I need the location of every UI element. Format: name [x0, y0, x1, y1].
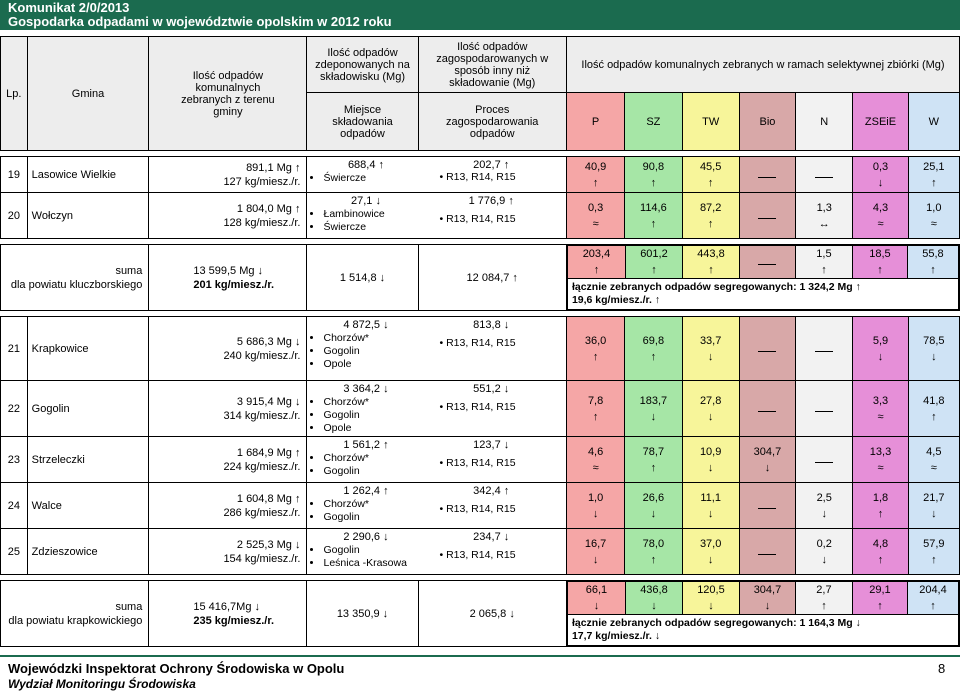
- col-proces: Proces zagospodarowania odpadów: [418, 93, 566, 151]
- cell-p: [566, 317, 624, 381]
- row-proces: R13, R14, R15: [446, 171, 516, 183]
- row-lp: 25: [7, 545, 20, 558]
- row-ilosc-percapita: 314 kg/miesz./r.: [223, 409, 301, 422]
- trend-n-icon: ↔: [818, 217, 830, 230]
- no-data-dash: [815, 351, 833, 352]
- site-item: • Leśnica -Krasowa: [323, 557, 423, 570]
- row-proces: R13, R14, R15: [446, 549, 516, 561]
- trend-bio-icon: ↓: [764, 600, 771, 612]
- cell-zs: [853, 193, 908, 239]
- row-lp: 22: [7, 402, 20, 415]
- table-row: 20 Wołczyn 1 804,0 Mg ↑ 128 kg/miesz./r. 27,1 ↓ 1 776,9 ↑ • Łambinowice • Świercze • R13, R14, R15 0,3 ≈ 114,6 ↑ 87,2 ↑ 1,3 ↔ 4,3 ≈ 1,0 ≈: [1, 193, 960, 239]
- cell-n: [796, 317, 853, 381]
- segregated-total: [567, 615, 958, 646]
- value-p: 1,0: [587, 491, 604, 504]
- row-deponowane: 27,1 ↓: [351, 195, 381, 207]
- value-w: 78,5: [923, 334, 945, 347]
- no-data-dash: [758, 508, 776, 509]
- trend-sz-icon: ↓: [651, 600, 657, 612]
- cell-w: [908, 483, 959, 529]
- trend-tw-icon: ↓: [707, 410, 714, 423]
- trend-p-icon: ↑: [592, 350, 599, 363]
- cell-n: [796, 437, 853, 483]
- site-item: • Chorzów*: [323, 332, 423, 345]
- col-ilosc: Ilość odpadów komunalnych zebranych z terenu gminy: [149, 37, 307, 151]
- summary-deponowane: 13 350,9 ↓: [336, 607, 389, 620]
- summary-ilosc-total: 13 599,5 Mg ↓: [193, 264, 264, 277]
- trend-w-icon: ↑: [930, 264, 936, 276]
- trend-p-icon: ↑: [592, 176, 599, 189]
- col-sz: SZ: [625, 93, 682, 151]
- cell-w: [908, 529, 959, 575]
- row-lp: 20: [7, 209, 20, 222]
- cell-sz: [625, 437, 682, 483]
- site-item: • Chorzów*: [323, 396, 423, 409]
- value-tw: 11,1: [700, 491, 721, 504]
- value-zs: 5,9: [872, 334, 889, 347]
- cell-tw: [682, 437, 739, 483]
- no-data-dash: [758, 218, 776, 219]
- cell-n: [796, 483, 853, 529]
- row-zagospodarowane: 234,7 ↓: [473, 531, 510, 543]
- trend-p-icon: ≈: [592, 217, 599, 230]
- cell-sz: [625, 529, 682, 575]
- row-gmina: Strzeleczki: [31, 453, 85, 466]
- site-item: • Chorzów*: [323, 452, 423, 465]
- trend-n-icon: ↓: [821, 553, 827, 566]
- cell-tw: [682, 483, 739, 529]
- value-sz: 26,6: [642, 491, 665, 504]
- cell-zs: [853, 529, 908, 575]
- cell-p: [566, 437, 624, 483]
- value-w: 57,9: [923, 537, 945, 550]
- cell-tw: [682, 317, 739, 381]
- trend-tw-icon: ↓: [707, 507, 714, 520]
- value-sz: 183,7: [639, 394, 668, 407]
- no-data-dash: [758, 351, 776, 352]
- value-p: 16,7: [584, 537, 607, 550]
- trend-zs-icon: ↓: [877, 350, 884, 363]
- cell-n: [795, 582, 852, 615]
- value-zs: 13,3: [869, 445, 892, 458]
- value-n: 1,5: [816, 248, 832, 260]
- value-w: 1,0: [926, 201, 942, 214]
- value-tw: 87,2: [699, 201, 722, 214]
- col-w: W: [908, 93, 959, 151]
- cell-bio: [739, 246, 795, 279]
- trend-tw-icon: ↓: [707, 461, 714, 474]
- no-data-dash: [758, 554, 776, 555]
- site-item: • Gogolin: [323, 544, 423, 557]
- row-zagospodarowane: 1 776,9 ↑: [468, 195, 514, 207]
- row-ilosc-percapita: 127 kg/miesz./r.: [223, 175, 301, 188]
- trend-zs-icon: ≈: [877, 217, 884, 230]
- value-sz: 69,8: [642, 334, 665, 347]
- segregated-total-mass: łącznie zebranych odpadów segregowanych: 1 164,3 Mg ↓: [571, 617, 861, 629]
- trend-zs-icon: ≈: [877, 410, 884, 423]
- summary-zagospodarowane: 2 065,8 ↓: [469, 607, 515, 620]
- col-tw: TW: [682, 93, 739, 151]
- no-data-dash: [815, 411, 833, 412]
- value-n: 2,5: [816, 491, 832, 504]
- value-tw: 45,5: [699, 160, 722, 173]
- site-item: • Gogolin: [323, 465, 423, 478]
- cell-tw: [682, 529, 739, 575]
- cell-bio: [739, 437, 795, 483]
- trend-w-icon: ↑: [930, 600, 936, 612]
- site-item: • Gogolin: [323, 409, 423, 422]
- row-deponowane: 2 290,6 ↓: [343, 531, 389, 543]
- trend-w-icon: ↓: [931, 350, 937, 363]
- trend-sz-icon: ↑: [650, 461, 657, 474]
- site-item: • Świercze: [323, 221, 423, 234]
- summary-zagospodarowane: 12 084,7 ↑: [466, 271, 518, 284]
- footer: [0, 655, 960, 692]
- table-row: 25 Zdzieszowice 2 525,3 Mg ↓ 154 kg/miesz./r. 2 290,6 ↓ 234,7 ↓ • Gogolin • Leśnica -Krasowa • R13, R14, R15 16,7 ↓ 78,0 ↑ 37,0 ↓ 0,2 ↓ 4,8 ↑ 57,9 ↑: [1, 529, 960, 575]
- site-item: • Gogolin: [323, 511, 423, 524]
- cell-w: [907, 582, 958, 615]
- trend-w-icon: ↑: [931, 410, 937, 423]
- row-ilosc-percapita: 128 kg/miesz./r.: [223, 216, 301, 229]
- summary-ilosc-percapita: 201 kg/miesz./r.: [193, 278, 275, 291]
- value-w: 4,5: [926, 445, 942, 458]
- cell-zs: [853, 483, 908, 529]
- site-item: • Łambinowice: [323, 208, 423, 221]
- row-ilosc-total: 1 684,9 Mg ↑: [236, 446, 301, 459]
- cell-w: [907, 246, 958, 279]
- trend-sz-icon: ↑: [650, 553, 657, 566]
- value-p: 36,0: [584, 334, 607, 347]
- cell-bio: [739, 582, 795, 615]
- col-deponowanych: Ilość odpadów zdeponowanych na składowisku (Mg): [307, 37, 418, 93]
- no-data-dash: [758, 177, 776, 178]
- summary-label: suma: [115, 264, 143, 277]
- cell-zs: [852, 246, 907, 279]
- cell-tw: [682, 157, 739, 193]
- value-bio: 304,7: [753, 445, 782, 458]
- row-ilosc-percapita: 224 kg/miesz./r.: [223, 460, 301, 473]
- value-sz: 78,7: [642, 445, 665, 458]
- cell-p: [566, 381, 624, 437]
- trend-p-icon: ≈: [592, 461, 599, 474]
- value-bio: 304,7: [753, 584, 782, 596]
- row-deponowane: 688,4 ↑: [347, 159, 385, 171]
- summary-label: suma: [115, 600, 143, 613]
- col-gmina: Gmina: [27, 37, 149, 151]
- row-ilosc-total: 891,1 Mg ↑: [246, 161, 301, 174]
- cell-sz: [625, 582, 682, 615]
- cell-p: [566, 157, 624, 193]
- value-n: 1,3: [816, 201, 832, 214]
- row-proces: R13, R14, R15: [446, 337, 516, 349]
- value-p: 40,9: [584, 160, 607, 173]
- value-sz: 436,8: [640, 584, 668, 596]
- value-tw: 27,8: [699, 394, 722, 407]
- row-proces: R13, R14, R15: [446, 457, 516, 469]
- row-zagospodarowane: 123,7 ↓: [473, 439, 510, 451]
- trend-p-icon: ↑: [592, 410, 599, 423]
- row-gmina: Wołczyn: [31, 209, 74, 222]
- trend-zs-icon: ↑: [877, 600, 883, 612]
- row-ilosc-total: 1 804,0 Mg ↑: [236, 202, 301, 215]
- row-deponowane: 4 872,5 ↓: [343, 319, 389, 331]
- value-tw: 120,5: [697, 584, 725, 596]
- value-p: 203,4: [582, 248, 611, 260]
- cell-bio: [739, 157, 795, 193]
- row-ilosc-total: 3 915,4 Mg ↓: [236, 395, 301, 408]
- trend-tw-icon: ↑: [707, 176, 714, 189]
- row-ilosc-total: 5 686,3 Mg ↓: [236, 335, 301, 348]
- value-tw: 33,7: [699, 334, 722, 347]
- summary-row: [1, 245, 960, 311]
- row-gmina: Walce: [31, 499, 62, 512]
- trend-tw-icon: ↓: [708, 600, 714, 612]
- cell-p: [567, 582, 625, 615]
- segregated-total-percapita: 19,6 kg/miesz./r. ↑: [571, 294, 661, 306]
- cell-w: [908, 437, 959, 483]
- cell-tw: [682, 246, 739, 279]
- trend-tw-icon: ↓: [707, 350, 714, 363]
- cell-n: [796, 529, 853, 575]
- row-gmina: Krapkowice: [31, 342, 89, 355]
- cell-bio: [739, 193, 795, 239]
- segregated-total-percapita: 17,7 kg/miesz./r. ↓: [571, 630, 661, 642]
- row-ilosc-percapita: 154 kg/miesz./r.: [223, 552, 301, 565]
- cell-w: [908, 381, 959, 437]
- value-p: 66,1: [585, 584, 608, 596]
- trend-w-icon: ≈: [930, 217, 937, 230]
- row-lp: 21: [7, 342, 20, 355]
- value-w: 25,1: [923, 160, 945, 173]
- cell-sz: [625, 193, 682, 239]
- value-w: 55,8: [922, 248, 944, 260]
- footer-department: Wydział Monitoringu Środowiska: [8, 677, 196, 691]
- cell-tw: [682, 381, 739, 437]
- value-zs: 4,3: [872, 201, 889, 214]
- cell-n: [795, 246, 852, 279]
- row-gmina: Gogolin: [31, 402, 70, 415]
- trend-n-icon: ↑: [821, 264, 827, 276]
- row-ilosc-percapita: 240 kg/miesz./r.: [223, 349, 301, 362]
- trend-bio-icon: ↓: [764, 461, 771, 474]
- row-zagospodarowane: 342,4 ↑: [473, 485, 510, 497]
- row-proces: R13, R14, R15: [446, 401, 516, 413]
- cell-n: [796, 193, 853, 239]
- value-p: 7,8: [587, 394, 604, 407]
- trend-w-icon: ↑: [931, 553, 937, 566]
- col-bio: Bio: [739, 93, 795, 151]
- trend-sz-icon: ↑: [651, 264, 657, 276]
- value-zs: 4,8: [872, 537, 889, 550]
- cell-zs: [853, 381, 908, 437]
- row-ilosc-total: 2 525,3 Mg ↓: [236, 538, 301, 551]
- trend-tw-icon: ↓: [707, 553, 714, 566]
- row-deponowane: 3 364,2 ↓: [343, 383, 389, 395]
- trend-n-icon: ↓: [821, 507, 827, 520]
- col-selektywna: Ilość odpadów komunalnych zebranych w ramach selektywnej zbiórki (Mg): [566, 37, 959, 93]
- col-lp: Lp.: [1, 37, 28, 151]
- trend-p-icon: ↑: [593, 264, 600, 276]
- value-zs: 18,5: [869, 248, 891, 260]
- bulletin-number: Komunikat 2/0/2013: [8, 0, 130, 15]
- no-data-dash: [758, 264, 776, 265]
- cell-zs: [853, 157, 908, 193]
- page-number: 8: [938, 661, 946, 676]
- cell-sz: [625, 483, 682, 529]
- value-tw: 37,0: [699, 537, 722, 550]
- cell-p: [566, 483, 624, 529]
- table-row: 24 Walce 1 604,8 Mg ↑ 286 kg/miesz./r. 1 262,4 ↑ 342,4 ↑ • Chorzów* • Gogolin • R13, R14, R15 1,0 ↓ 26,6 ↓ 11,1 ↓ 2,5 ↓ 1,8 ↑ 21,7 ↓: [1, 483, 960, 529]
- cell-w: [908, 317, 959, 381]
- trend-w-icon: ≈: [930, 461, 937, 474]
- trend-p-icon: ↓: [592, 553, 599, 566]
- summary-powiat: dla powiatu krapkowickiego: [8, 614, 143, 627]
- cell-p: [566, 529, 624, 575]
- trend-sz-icon: ↑: [650, 217, 657, 230]
- site-item: • Chorzów*: [323, 498, 423, 511]
- value-w: 41,8: [923, 394, 945, 407]
- summary-deponowane: 1 514,8 ↓: [339, 271, 386, 284]
- value-n: 2,7: [816, 584, 832, 596]
- table-row: 22 Gogolin 3 915,4 Mg ↓ 314 kg/miesz./r. 3 364,2 ↓ 551,2 ↓ • Chorzów* • Gogolin • Opole • R13, R14, R15 7,8 ↑ 183,7 ↓ 27,8 ↓ 3,3 ≈ 41,8 ↑: [1, 381, 960, 437]
- trend-tw-icon: ↑: [707, 217, 714, 230]
- cell-zs: [853, 437, 908, 483]
- value-sz: 78,0: [642, 537, 665, 550]
- value-zs: 3,3: [872, 394, 889, 407]
- col-n: N: [796, 93, 853, 151]
- trend-zs-icon: ↑: [877, 507, 884, 520]
- site-item: • Opole: [323, 358, 423, 371]
- row-deponowane: 1 561,2 ↑: [343, 439, 389, 451]
- cell-sz: [625, 317, 682, 381]
- value-tw: 443,8: [697, 248, 725, 260]
- value-p: 0,3: [587, 201, 604, 214]
- cell-zs: [852, 582, 907, 615]
- summary-ilosc-percapita: 235 kg/miesz./r.: [193, 614, 275, 627]
- no-data-dash: [815, 462, 833, 463]
- col-zseie: ZSEiE: [853, 93, 908, 151]
- value-sz: 601,2: [640, 248, 668, 260]
- cell-w: [908, 157, 959, 193]
- site-item: • Świercze: [323, 172, 423, 185]
- cell-bio: [739, 317, 795, 381]
- value-zs: 29,1: [869, 584, 891, 596]
- value-n: 0,2: [816, 537, 832, 550]
- waste-table: [0, 36, 960, 647]
- site-item: • Gogolin: [323, 345, 423, 358]
- col-miejsce: Miejsce składowania odpadów: [307, 93, 418, 151]
- value-p: 4,6: [587, 445, 604, 458]
- site-item: • Opole: [323, 422, 423, 435]
- trend-zs-icon: ↓: [877, 176, 884, 189]
- trend-zs-icon: ↑: [877, 553, 884, 566]
- row-proces: R13, R14, R15: [446, 213, 516, 225]
- row-lp: 19: [7, 168, 20, 181]
- row-gmina: Zdzieszowice: [31, 545, 98, 558]
- cell-p: [567, 246, 625, 279]
- trend-w-icon: ↑: [931, 176, 937, 189]
- cell-bio: [739, 381, 795, 437]
- value-w: 21,7: [923, 491, 945, 504]
- report-title: Gospodarka odpadami w województwie opolskim w 2012 roku: [8, 14, 392, 29]
- cell-tw: [682, 193, 739, 239]
- summary-ilosc-total: 15 416,7Mg ↓: [193, 600, 260, 613]
- trend-p-icon: ↓: [592, 507, 599, 520]
- cell-zs: [853, 317, 908, 381]
- value-sz: 114,6: [640, 201, 667, 214]
- header-band: [0, 0, 960, 30]
- no-data-dash: [758, 411, 776, 412]
- col-p: P: [566, 93, 624, 151]
- cell-p: [566, 193, 624, 239]
- trend-tw-icon: ↑: [708, 264, 714, 276]
- row-zagospodarowane: 202,7 ↑: [473, 159, 510, 171]
- trend-w-icon: ↓: [931, 507, 937, 520]
- segregated-total: [567, 279, 958, 310]
- row-ilosc-percapita: 286 kg/miesz./r.: [223, 506, 301, 519]
- value-w: 204,4: [919, 584, 947, 596]
- row-gmina: Lasowice Wielkie: [31, 168, 117, 181]
- row-zagospodarowane: 551,2 ↓: [473, 383, 510, 395]
- value-zs: 0,3: [872, 160, 889, 173]
- cell-bio: [739, 483, 795, 529]
- trend-sz-icon: ↑: [650, 176, 657, 189]
- cell-sz: [625, 381, 682, 437]
- row-proces: R13, R14, R15: [446, 503, 516, 515]
- cell-sz: [625, 246, 682, 279]
- col-zagospodarowanych: Ilość odpadów zagospodarowanych w sposób inny niż składowanie (Mg): [418, 37, 566, 93]
- trend-sz-icon: ↓: [650, 507, 657, 520]
- trend-n-icon: ↑: [821, 600, 827, 612]
- table-row: 21 Krapkowice 5 686,3 Mg ↓ 240 kg/miesz./r. 4 872,5 ↓ 813,8 ↓ • Chorzów* • Gogolin • Opole • R13, R14, R15 36,0 ↑ 69,8 ↑ 33,7 ↓ 5,9 ↓ 78,5 ↓: [1, 317, 960, 381]
- trend-zs-icon: ↑: [877, 264, 883, 276]
- cell-n: [796, 157, 853, 193]
- trend-sz-icon: ↓: [650, 410, 657, 423]
- trend-sz-icon: ↑: [650, 350, 657, 363]
- value-sz: 90,8: [642, 160, 665, 173]
- summary-powiat: dla powiatu kluczborskiego: [10, 278, 143, 291]
- table-row: 23 Strzeleczki 1 684,9 Mg ↑ 224 kg/miesz./r. 1 561,2 ↑ 123,7 ↓ • Chorzów* • Gogolin • R13, R14, R15 4,6 ≈ 78,7 ↑ 10,9 ↓ 304,7 ↓ 13,3 ≈ 4,5 ≈: [1, 437, 960, 483]
- table-row: 19 Lasowice Wielkie 891,1 Mg ↑ 127 kg/miesz./r. 688,4 ↑ 202,7 ↑ • Świercze • R13, R14, R15 40,9 ↑ 90,8 ↑ 45,5 ↑ 0,3 ↓ 25,1 ↑: [1, 157, 960, 193]
- segregated-total-mass: łącznie zebranych odpadów segregowanych: 1 324,2 Mg ↑: [571, 281, 861, 293]
- row-lp: 24: [7, 499, 20, 512]
- row-zagospodarowane: 813,8 ↓: [473, 319, 510, 331]
- cell-bio: [739, 529, 795, 575]
- no-data-dash: [815, 177, 833, 178]
- footer-institution: Wojewódzki Inspektorat Ochrony Środowiska w Opolu: [8, 661, 345, 676]
- cell-sz: [625, 157, 682, 193]
- row-deponowane: 1 262,4 ↑: [343, 485, 389, 497]
- cell-w: [908, 193, 959, 239]
- summary-row: [1, 581, 960, 647]
- trend-zs-icon: ≈: [877, 461, 884, 474]
- value-zs: 1,8: [872, 491, 889, 504]
- row-lp: 23: [7, 453, 20, 466]
- value-tw: 10,9: [699, 445, 722, 458]
- trend-p-icon: ↓: [593, 600, 600, 612]
- cell-n: [796, 381, 853, 437]
- cell-tw: [682, 582, 739, 615]
- row-ilosc-total: 1 604,8 Mg ↑: [236, 492, 301, 505]
